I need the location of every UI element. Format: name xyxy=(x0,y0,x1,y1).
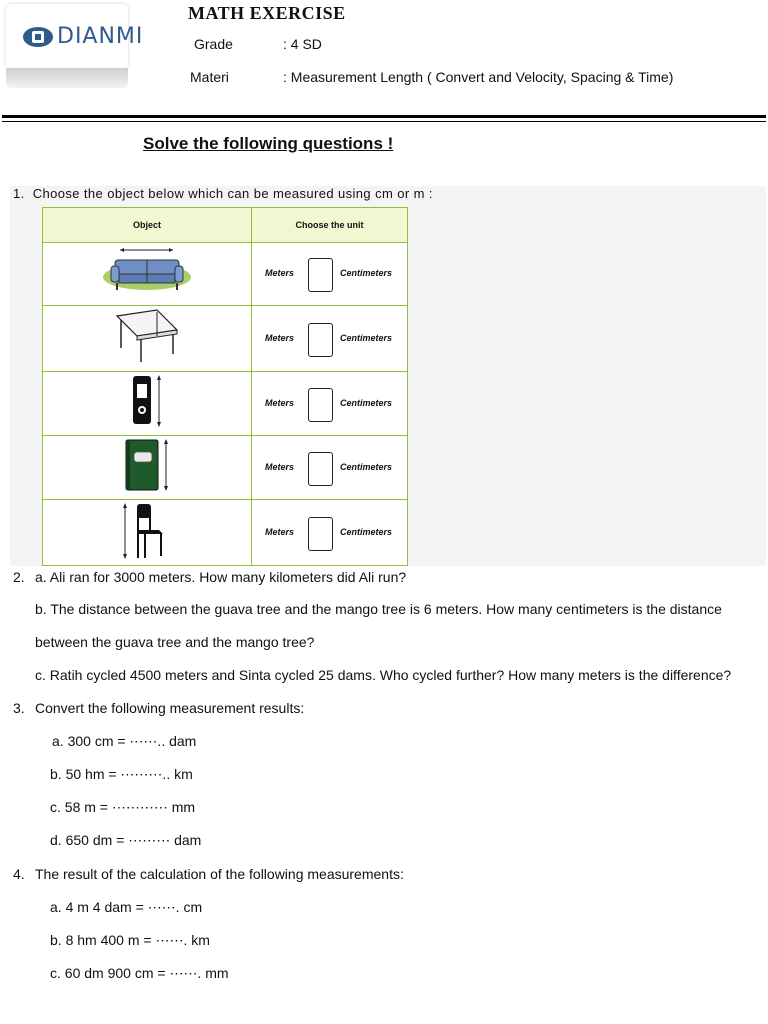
column-header-object: Object xyxy=(43,208,252,243)
option-centimeters: Centimeters xyxy=(340,268,393,278)
table-icon xyxy=(107,306,187,366)
table-row xyxy=(43,306,408,372)
option-meters: Meters xyxy=(265,526,295,537)
unit-cell xyxy=(252,436,408,500)
sofa-icon xyxy=(97,244,197,300)
table-row xyxy=(43,436,408,500)
object-cell xyxy=(43,436,252,500)
question-4b: b. 8 hm 400 m = ⋯⋯. km xyxy=(50,932,210,948)
grade-label: Grade xyxy=(194,36,233,52)
question-2a: a. Ali ran for 3000 meters. How many kilometers did Ali run? xyxy=(35,569,407,585)
question-1-number: 1. xyxy=(13,186,25,201)
unit-cell xyxy=(252,372,408,436)
question-4-number: 4. xyxy=(13,866,25,882)
question-2b-line1: b. The distance between the guava tree and the mango tree is 6 meters. How many centimeters is the distance xyxy=(35,601,722,617)
answer-checkbox[interactable] xyxy=(308,388,333,422)
option-meters: Meters xyxy=(265,397,295,408)
unit-cell xyxy=(252,500,408,566)
question-4c: c. 60 dm 900 cm = ⋯⋯. mm xyxy=(50,965,229,981)
materi-value: : Measurement Length ( Convert and Velocity, Spacing & Time) xyxy=(283,69,674,85)
page-title: MATH EXERCISE xyxy=(188,3,346,23)
answer-checkbox[interactable] xyxy=(308,258,333,292)
object-cell xyxy=(43,500,252,566)
answer-checkbox[interactable] xyxy=(308,517,333,551)
option-centimeters: Centimeters xyxy=(340,397,393,408)
materi-label: Materi xyxy=(190,69,229,85)
book-icon xyxy=(112,436,182,494)
answer-checkbox[interactable] xyxy=(308,323,333,357)
logo-card-shadow xyxy=(6,68,128,88)
question-2c: c. Ratih cycled 4500 meters and Sinta cycled 25 dams. Who cycled further? How many meters is the difference? xyxy=(35,667,732,683)
object-cell xyxy=(43,243,252,306)
answer-checkbox[interactable] xyxy=(308,452,333,486)
question-2-number: 2. xyxy=(13,569,25,585)
unit-cell xyxy=(252,243,408,306)
table-row xyxy=(43,500,408,566)
question-3d: d. 650 dm = ⋯⋯⋯ dam xyxy=(50,832,202,848)
question-1-text xyxy=(13,186,433,201)
unit-choice-table xyxy=(42,207,408,566)
option-centimeters: Centimeters xyxy=(340,332,393,343)
option-meters: Meters xyxy=(265,461,295,472)
question-3a: a. 300 cm = ⋯⋯.. dam xyxy=(52,733,197,749)
option-meters: Meters xyxy=(265,268,295,278)
option-centimeters: Centimeters xyxy=(340,526,393,537)
question-1-prompt: Choose the object below which can be measured using cm or m : xyxy=(32,186,433,201)
table-row xyxy=(43,243,408,306)
logo-text: DIANMI xyxy=(57,24,144,49)
grade-value: : 4 SD xyxy=(283,36,322,52)
question-2b-line2: between the guava tree and the mango tree? xyxy=(35,634,315,650)
object-cell xyxy=(43,306,252,372)
table-row xyxy=(43,372,408,436)
header-divider-thin xyxy=(2,121,766,122)
instructions-heading: Solve the following questions ! xyxy=(143,134,394,153)
unit-cell xyxy=(252,306,408,372)
header-divider-thick xyxy=(2,115,766,118)
option-meters: Meters xyxy=(265,332,295,343)
chair-icon xyxy=(117,500,177,560)
phone-icon xyxy=(117,372,177,430)
question-3b: b. 50 hm = ⋯⋯⋯.. km xyxy=(50,766,193,782)
question-4-prompt: The result of the calculation of the following measurements: xyxy=(35,866,404,882)
question-3-number: 3. xyxy=(13,700,25,716)
logo-emblem-icon xyxy=(22,25,54,49)
question-3c: c. 58 m = ⋯⋯⋯⋯ mm xyxy=(50,799,196,815)
option-centimeters: Centimeters xyxy=(340,461,393,472)
column-header-unit: Choose the unit xyxy=(252,208,408,243)
question-3-prompt: Convert the following measurement results: xyxy=(35,700,305,716)
object-cell xyxy=(43,372,252,436)
table-header-row xyxy=(43,208,408,243)
question-4a: a. 4 m 4 dam = ⋯⋯. cm xyxy=(50,899,203,915)
